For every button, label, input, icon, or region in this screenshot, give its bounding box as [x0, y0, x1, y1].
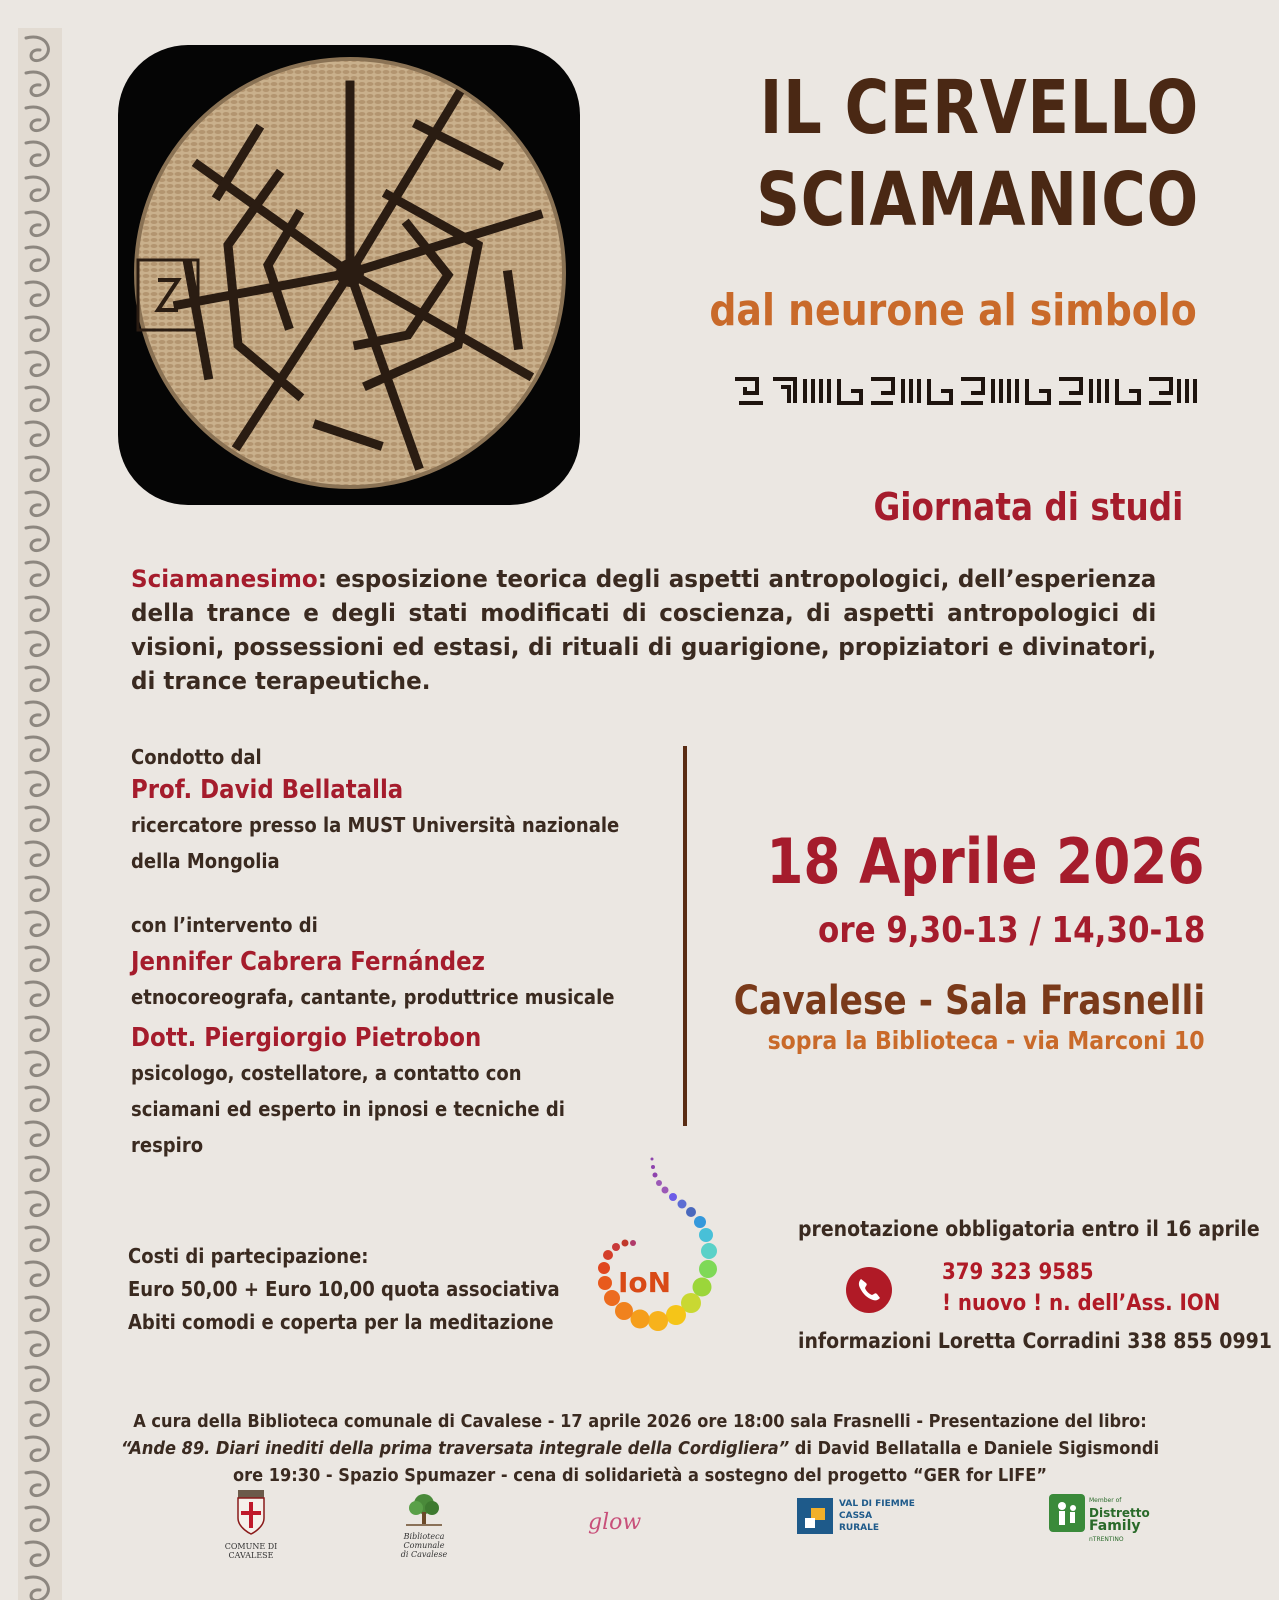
description: [131, 562, 1156, 698]
family-line-1: Distretto: [1089, 1506, 1150, 1520]
title-line-1: IL CERVELLO: [759, 65, 1199, 151]
subtitle: dal neurone al simbolo: [709, 285, 1197, 336]
main-speaker-name: Prof. David Bellatalla: [131, 775, 404, 805]
cassa-rurale-mark: [797, 1498, 833, 1534]
costs-line-1: Euro 50,00 + Euro 10,00 quota associativa: [128, 1277, 560, 1301]
event-hours: ore 9,30-13 / 14,30-18: [817, 910, 1205, 951]
comune-caption-2: CAVALESE: [228, 1551, 274, 1560]
info-contact: informazioni Loretta Corradini 338 855 0991: [798, 1329, 1272, 1353]
comune-cavalese-logo: [218, 1488, 284, 1560]
booking-notice: prenotazione obbligatoria entro il 16 aprile: [798, 1217, 1260, 1241]
family-small: Member of: [1089, 1497, 1122, 1504]
costs: [128, 1240, 560, 1339]
guest2-role: psicologo, costellatore, a contatto con sciamani ed esperto in ipnosi e tecniche di respiro: [131, 1061, 565, 1157]
description-highlight: Sciamanesimo: [131, 565, 318, 593]
sponsor-logos: [0, 1488, 1279, 1588]
event-venue-address: sopra la Biblioteca - via Marconi 10: [767, 1026, 1205, 1055]
guest2-name: Dott. Piergiorgio Pietrobon: [131, 1023, 482, 1053]
footer-line-1: A cura della Biblioteca comunale di Cavalese - 17 aprile 2026 ore 18:00 sala Frasnelli - Presentazione del libro:: [133, 1411, 1147, 1432]
intervention-label: con l’intervento di: [131, 913, 318, 937]
glow-logo: glow: [588, 1510, 642, 1535]
family-text: [1089, 1494, 1150, 1546]
costs-label: Costi di partecipazione:: [128, 1244, 369, 1268]
costs-line-2: Abiti comodi e coperta per la meditazione: [128, 1310, 554, 1334]
comune-crest: [218, 1488, 284, 1538]
footer-notes: [55, 1408, 1225, 1489]
decorative-border: [18, 28, 62, 1600]
footer-line-3: ore 19:30 - Spazio Spumazer - cena di solidarietà a sostegno del progetto “GER for LIFE”: [232, 1465, 1048, 1486]
event-venue: Cavalese - Sala Frasnelli: [733, 978, 1205, 1024]
ion-logo-text: IoN: [618, 1266, 672, 1299]
tree-logo: [382, 1492, 466, 1528]
book-authors: di David Bellatalla e Daniele Sigismondi: [789, 1438, 1160, 1459]
cassa-line-1: VAL DI FIEMME: [839, 1499, 915, 1509]
title-line-2: SCIAMANICO: [756, 157, 1199, 243]
family-mark: [1049, 1494, 1085, 1532]
family-line-3: nTRENTINO: [1089, 1536, 1124, 1543]
main-speaker-role: ricercatore presso la MUST Università nazionale della Mongolia: [131, 813, 620, 873]
basket-image: [118, 45, 580, 505]
phone-note: ! nuovo ! n. dell’Ass. ION: [942, 1291, 1221, 1316]
event-type: Giornata di studi: [873, 485, 1183, 529]
event-date: 18 Aprile 2026: [766, 825, 1205, 898]
family-line-2: Family: [1089, 1518, 1141, 1534]
divider: [683, 746, 687, 1126]
cassa-line-3: RURALE: [839, 1523, 880, 1533]
conducted-label: Condotto dal: [131, 745, 262, 769]
cassa-line-2: CASSA: [839, 1511, 873, 1521]
description-text: : esposizione teorica degli aspetti antropologici, dell’esperienza della trance e degli stati modificati di coscienza, di aspetti antropologici di visioni, possessioni ed estasi, di rituali di guarigione, propiziatori e divinatori, di trance terapeutiche.: [131, 565, 1157, 695]
page-title: [756, 62, 1199, 246]
phone-icon: [846, 1267, 892, 1313]
phone-number: 379 323 9585: [942, 1260, 1094, 1285]
comune-caption-1: COMUNE DI: [224, 1542, 278, 1551]
cassa-rurale-logo: [797, 1498, 937, 1538]
biblioteca-logo: [382, 1492, 466, 1559]
book-title: “Ande 89. Diari inediti della prima traversata integrale della Cordigliera”: [120, 1438, 790, 1459]
guest1-role: etnocoreografa, cantante, produttrice musicale: [131, 985, 615, 1009]
guest1-name: Jennifer Cabrera Fernández: [131, 947, 486, 977]
cassa-rurale-text: [839, 1498, 915, 1534]
ion-logo: [596, 1155, 746, 1365]
biblioteca-caption-1: Biblioteca Comunale: [403, 1532, 445, 1550]
biblioteca-caption-2: di Cavalese: [400, 1550, 448, 1559]
footer-line-2: [55, 1435, 1225, 1462]
distretto-family-logo: [1049, 1494, 1159, 1543]
speakers: [131, 745, 691, 1163]
meander-pattern: [733, 373, 1197, 409]
